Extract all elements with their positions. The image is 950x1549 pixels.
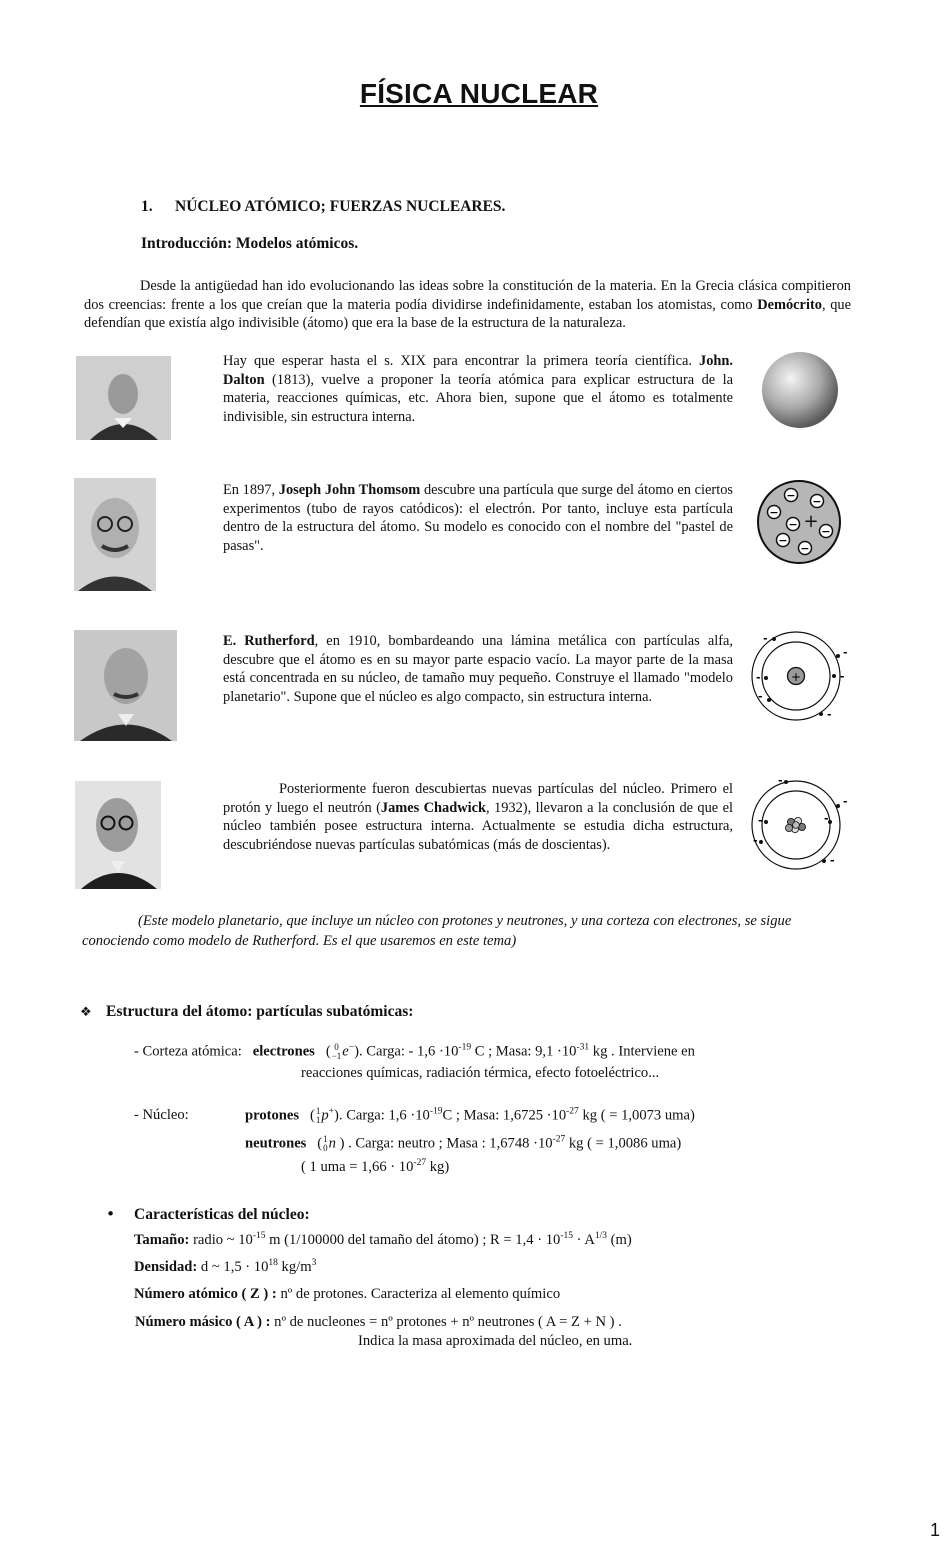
- mass-number-row-2: Indica la masa aproximada del núcleo, en uma.: [358, 1333, 633, 1349]
- atomic-number-row: [134, 1286, 560, 1303]
- characteristics-heading-text: Características del núcleo:: [134, 1206, 310, 1223]
- page-title: FÍSICA NUCLEAR: [359, 78, 599, 109]
- intro-bold-democritus: Demócrito: [757, 296, 822, 313]
- density-row: [134, 1259, 316, 1276]
- svg-text:−: −: [769, 506, 779, 519]
- thomson-portrait: [74, 478, 156, 591]
- corteza-label: - Corteza atómica:: [134, 1043, 242, 1060]
- thomson-text-2: descubre una partícula que surge del átomo en ciertos experimentos (tubo de rayos catódicos): el electrón. Por tanto, incluye esta partícula dentro de la estructura del átomo. Su modelo es conocido con el nombre del "pastel de pasas".: [223, 482, 733, 554]
- neutrons-mass-exp: -27: [552, 1134, 566, 1145]
- chadwick-name: James Chadwick: [380, 799, 487, 816]
- thomson-paragraph: [223, 481, 733, 555]
- intro-text-2: , que defendían que existía algo indivisible (átomo) que era la base de la estructura de la naturaleza.: [84, 296, 851, 332]
- size-exp2: -15: [560, 1231, 573, 1242]
- protons-mass-exp: -27: [566, 1106, 579, 1117]
- z-text: nº de protones. Caracteriza al elemento químico: [276, 1286, 561, 1302]
- neutron-symbol: 1 0: [323, 1134, 328, 1153]
- svg-text:-: -: [756, 671, 761, 684]
- electrons-charge-exp: -19: [458, 1042, 472, 1053]
- portrait-icon: [76, 356, 171, 440]
- section-heading: [141, 198, 505, 216]
- rutherford-text-2: , en 1910, bombardeando una lámina metálica con partículas alfa, descubre que el átomo es en su mayor parte espacio vacío. La mayor parte de la masa está concentrada en su núcleo, de tamaño muy pequeño. Construye el llamado "modelo planetario". Supone que el núcleo es algo compacto, sin estructura interna.: [223, 633, 733, 705]
- density-exp2: 3: [311, 1258, 317, 1269]
- rutherford-paragraph: [223, 632, 733, 706]
- protons-tail: kg ( = 1,0073 uma): [578, 1107, 695, 1124]
- svg-text:-: -: [758, 690, 763, 703]
- svg-text:-: -: [778, 778, 783, 787]
- density-exp: 18: [268, 1258, 278, 1269]
- svg-text:-: -: [763, 632, 768, 645]
- size-tail: m (1/100000 del tamaño del átomo) ; R = 1,4 · 10: [265, 1232, 561, 1248]
- svg-text:−: −: [778, 534, 788, 547]
- chadwick-portrait: [75, 781, 161, 889]
- size-exp3: 1/3: [594, 1231, 608, 1242]
- svg-text:−: −: [788, 518, 798, 531]
- diamond-bullet-icon: ❖: [80, 1005, 92, 1020]
- section-title: NÚCLEO ATÓMICO; FUERZAS NUCLEARES.: [175, 198, 506, 215]
- uma-text: ( 1 uma = 1,66 · 10: [301, 1159, 414, 1175]
- dalton-text-1: Hay que esperar hasta el s. XIX para encontrar la primera teoría científica.: [223, 353, 699, 369]
- svg-text:−: −: [800, 542, 810, 555]
- electrons-row: - Corteza atómica: electrones ( 0 −1e−). Carga: - $1,6 \cdot 10^{-19}$ C ; Masa: $9,1 \cdot 10^{-31}$ kg . Interviene en: [134, 1042, 695, 1061]
- protons-charge: ). Carga: 1,6 ·10: [334, 1107, 430, 1124]
- planetary-model-note: (Este modelo planetario, que incluye un núcleo con protones y neutrones, y una corteza con electrones, se sigue conociendo como modelo de Rutherford. Es el que usaremos en este tema): [82, 913, 792, 949]
- a-text: nº de nucleones = nº protones + nº neutrones ( A = Z + N ) .: [270, 1314, 622, 1330]
- svg-text:-: -: [824, 812, 829, 825]
- rutherford-name: E. Rutherford: [223, 633, 315, 649]
- structure-heading: [80, 1003, 413, 1021]
- structure-heading-text: Estructura del átomo: partículas subatómicas:: [106, 1003, 414, 1020]
- thomson-plum-pudding-model: [755, 480, 845, 566]
- rutherford-portrait: [74, 630, 177, 741]
- portrait-icon: [74, 630, 177, 741]
- electrons-row-2: reacciones químicas, radiación térmica, efecto fotoeléctrico...: [301, 1065, 660, 1081]
- thomson-name: Joseph John Thomsom: [278, 482, 421, 498]
- neutrons-label: neutrones: [245, 1135, 307, 1152]
- modern-atom-model: [748, 778, 852, 874]
- neutrons-tail: kg ( = 1,0086 uma): [565, 1135, 682, 1152]
- thomson-text-1: En 1897,: [223, 482, 279, 498]
- dalton-sphere-model: [760, 351, 842, 429]
- svg-text:+: +: [790, 670, 802, 684]
- proton-symbol: 1 1: [315, 1106, 321, 1125]
- size-row: [134, 1232, 632, 1249]
- electrons-charge: ). Carga: - 1,6 ·10: [354, 1043, 459, 1060]
- svg-text:-: -: [843, 646, 848, 659]
- svg-text:-: -: [843, 795, 848, 808]
- uma-exp: -27: [413, 1158, 427, 1169]
- chadwick-text-2: , 1932), llevaron a la conclusión de que el núcleo también posee estructura interna. Actualmente se estudia dicha estructura, descubriéndose nuevas partículas subatómicas (más de doscientas).: [223, 799, 733, 853]
- size-tail2: · A: [572, 1232, 595, 1248]
- dalton-text-2: (1813), vuelve a proponer la teoría atómica para explicar estructura de la materia, reacciones químicas, etc. Ahora bien, supone que el átomo es totalmente indivisible, sin estructura interna.: [223, 371, 733, 425]
- portrait-icon: [74, 478, 156, 591]
- protons-charge-exp: -19: [429, 1106, 443, 1117]
- uma-row: [301, 1159, 449, 1176]
- density-text: d ~ 1,5 · 10: [197, 1259, 269, 1275]
- section-number: 1.: [141, 198, 153, 215]
- page-number: 1: [929, 1520, 940, 1540]
- intro-text-1: Desde la antigüedad han ido evolucionando las ideas sobre la constitución de la materia. En la Grecia clásica compitieron dos creencias: frente a los que creían que la materia podía dividirse indefinidamente, estaban los atomistas, como: [84, 278, 851, 313]
- electron-symbol: 0 −1: [331, 1042, 342, 1061]
- bullet-icon: •: [106, 1205, 116, 1223]
- electrons-tail: kg . Interviene en: [589, 1043, 695, 1060]
- portrait-icon: [75, 781, 161, 889]
- dalton-portrait: [76, 356, 171, 440]
- density-label: Densidad:: [134, 1259, 198, 1275]
- svg-text:−: −: [812, 495, 822, 508]
- protons-label: protones: [245, 1107, 300, 1124]
- electrons-mass-exp: -31: [576, 1042, 590, 1053]
- chadwick-paragraph: [223, 780, 733, 854]
- chadwick-text-1: Posteriormente fueron descubiertas nuevas partículas del núcleo. Primero el protón y luego el neutrón (: [223, 781, 733, 816]
- svg-text:-: -: [753, 834, 758, 847]
- svg-text:-: -: [827, 708, 832, 721]
- svg-text:-: -: [758, 814, 763, 827]
- uma-tail: kg): [426, 1159, 450, 1175]
- neutrons-charge: ) . Carga: neutro ; Masa : 1,6748 ·10: [335, 1135, 553, 1152]
- dalton-paragraph: [223, 352, 733, 426]
- size-label: Tamaño:: [134, 1232, 190, 1248]
- svg-text:+: +: [803, 511, 819, 532]
- nucleo-label: - Núcleo:: [134, 1107, 189, 1124]
- protons-mass: C ; Masa: 1,6725 ·10: [442, 1107, 567, 1124]
- electrons-mass: C ; Masa: 9,1 ·10: [471, 1043, 577, 1060]
- neutrons-row: neutrones (1 0n ) . Carga: neutro ; Masa : $1,6748 \cdot 10^{-27}$ kg ( = 1,0086 uma): [245, 1134, 682, 1153]
- svg-text:−: −: [786, 489, 796, 502]
- rutherford-planetary-model: [748, 630, 850, 724]
- characteristics-heading: [106, 1205, 310, 1224]
- dalton-name: John. Dalton: [223, 353, 733, 388]
- svg-text:-: -: [840, 670, 845, 683]
- a-label: Número másico ( A ) :: [135, 1314, 271, 1330]
- z-label: Número atómico ( Z ) :: [134, 1286, 277, 1302]
- size-tail3: (m): [607, 1232, 632, 1248]
- intro-paragraph: [84, 277, 851, 333]
- electrons-label: electrones: [252, 1043, 315, 1060]
- svg-text:-: -: [830, 854, 835, 867]
- nucleus-icon: [785, 817, 805, 832]
- svg-text:−: −: [821, 525, 831, 538]
- mass-number-row: [135, 1314, 622, 1331]
- subsection-heading: Introducción: Modelos atómicos.: [141, 235, 359, 252]
- size-exp: -15: [252, 1231, 266, 1242]
- size-text: radio ~ 10: [189, 1232, 253, 1248]
- protons-row: - Núcleo: protones (1 1p+). Carga: $1,6 \cdot 10^{-19}C$ ; Masa: $1,6725 \cdot 10^{-27}$ kg ( = 1,0073 uma): [134, 1106, 695, 1125]
- density-tail: kg/m: [277, 1259, 312, 1275]
